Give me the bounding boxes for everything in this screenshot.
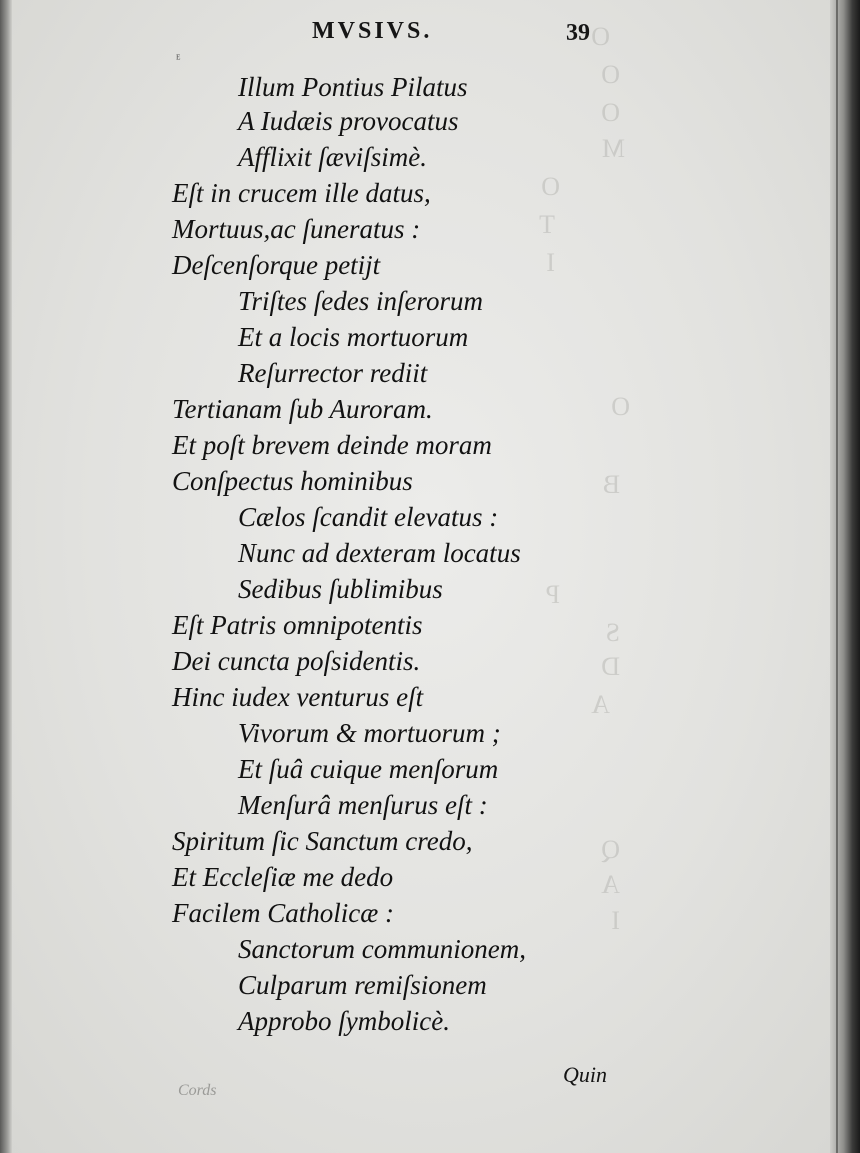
verse-line: Approbo ſymbolicè. <box>238 1006 450 1036</box>
verse-line: Dei cuncta poſsidentis. <box>172 646 421 676</box>
verse-line: Eſt in crucem ille datus, <box>172 178 431 208</box>
page-fold-line <box>836 0 838 1153</box>
page-number: 39 <box>566 20 590 46</box>
verse-line: Cælos ſcandit elevatus : <box>238 502 499 532</box>
verse-line: Afflixit ſæviſsimè. <box>238 142 427 172</box>
verse-line: Conſpectus hominibus <box>172 466 413 496</box>
margin-mark: ᴱ <box>176 52 181 66</box>
verse-line: Menſurâ menſurus eſt : <box>238 790 488 820</box>
verse-line: Deſcenſorque petijt <box>172 250 381 280</box>
verse-line: Hinc iudex venturus eſt <box>172 682 424 712</box>
show-through-text: O O O M O T I O B P S D A Q A I <box>539 22 630 935</box>
verse-line: Tertianam ſub Auroram. <box>172 394 433 424</box>
verse-line: Et poſt brevem deinde moram <box>172 430 492 460</box>
verse-line: A Iudæis provocatus <box>238 106 459 136</box>
verse-line: Sanctorum communionem, <box>238 934 526 964</box>
verse-line: Triſtes ſedes inſerorum <box>238 286 484 316</box>
page-left-edge <box>0 0 12 1153</box>
verse-line: Vivorum & mortuorum ; <box>238 718 501 748</box>
verse-line: Facilem Catholicæ : <box>172 898 394 928</box>
page-right-edge <box>830 0 860 1153</box>
verse-line: Nunc ad dexteram locatus <box>238 538 521 568</box>
verse-line: Et a locis mortuorum <box>238 322 469 352</box>
verse-line: Spiritum ſic Sanctum credo, <box>172 826 473 856</box>
verse-line: Reſurrector rediit <box>238 358 428 388</box>
verse-line: Sedibus ſublimibus <box>238 574 443 604</box>
verse-line: Mortuus,ac ſuneratus : <box>172 214 421 244</box>
catchword: Quin <box>563 1062 607 1087</box>
verse-line: Culparum remiſsionem <box>238 970 487 1000</box>
verse-line: Illum Pontius Pilatus <box>238 72 468 102</box>
running-head: MVSIVS. <box>312 18 433 44</box>
verse-line: Et ſuâ cuique menſorum <box>238 754 499 784</box>
verse-line: Eſt Patris omnipotentis <box>172 610 423 640</box>
verse-line: Et Eccleſiæ me dedo <box>172 862 394 892</box>
library-stamp: Cords <box>178 1082 217 1099</box>
